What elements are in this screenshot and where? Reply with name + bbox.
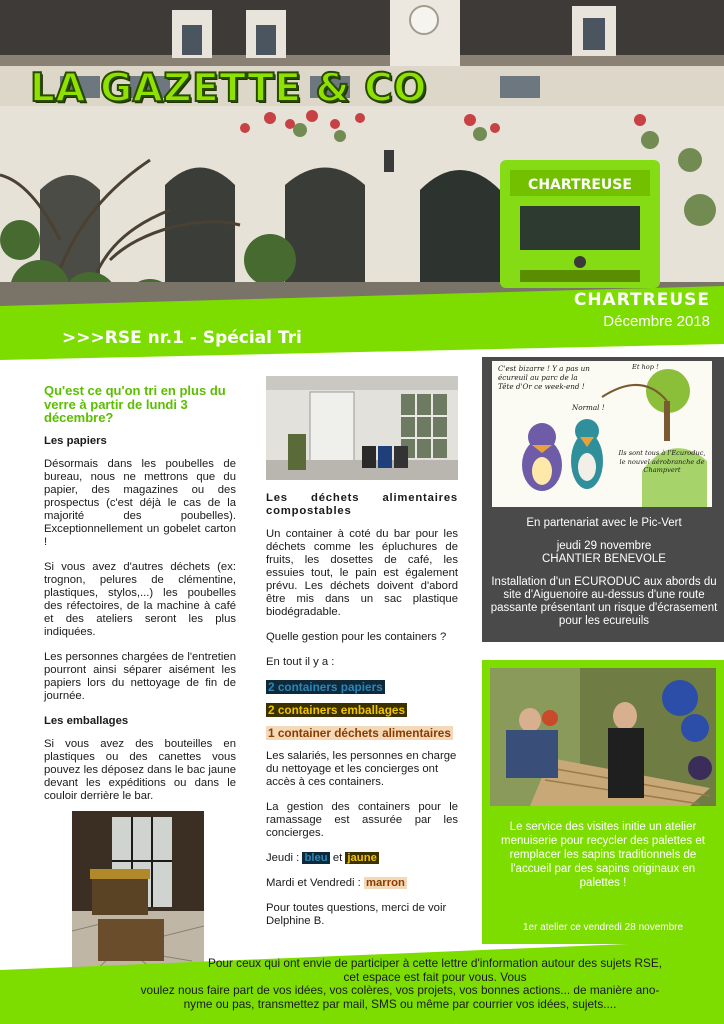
- header-photo: [0, 0, 724, 330]
- tag-container-dechets: 1 container déchets alimentaires: [268, 726, 451, 740]
- paragraph: Quelle gestion pour les containers ?: [266, 631, 447, 643]
- tag-containers-emballages: 2 containers emballages: [268, 703, 406, 717]
- paragraph: Désormais dans les poubelles de bureau, nous ne mettrons que du papier, des magazines ou des prospectus (c'est déjà le cas de la majorité des poubelles). Exceptionnellement un gobelet carton !: [44, 457, 236, 548]
- cartoon-bubble-4: Et hop !: [632, 363, 659, 371]
- cartoon-bubble-2: Normal !: [572, 403, 605, 412]
- photo-containers: [266, 376, 458, 480]
- schedule-jeudi: Jeudi : bleu et jaune: [266, 852, 377, 864]
- partner-box: [482, 357, 724, 642]
- truck-sign: CHARTREUSE: [528, 177, 632, 193]
- section-title-emballages: Les emballages: [44, 714, 129, 727]
- footer-text: Pour ceux qui ont envie de participer à cette lettre d'information autour des sujets RSE, cet espace est fait pour vous. Vous voulez nous faire part de vos idées, vos colères, vos projets, vos bonnes actions... de manière ano-nyme ou pas, transmettez par mail, SMS ou même par courrier vos idées, sujets....: [140, 956, 663, 1011]
- cartoon-bubble-1: C'est bizarre ! Y a pas un écureuil au parc de la Tête d'Or ce week-end !: [498, 364, 590, 391]
- article-tri: [44, 384, 236, 983]
- article-compost: [266, 376, 458, 940]
- workshop-date: 1er atelier ce vendredi 28 novembre: [522, 922, 684, 933]
- workshop-text: Le service des visites initie un atelier menuiserie pour recycler des palettes et remplacer les sapins traditionnels de l'accueil par des sapins originaux en palettes !: [501, 821, 705, 889]
- tag-containers-papiers: 2 containers papiers: [268, 680, 383, 694]
- band-city: CHARTREUSE: [573, 290, 710, 310]
- band-date: Décembre 2018: [603, 313, 710, 330]
- schedule-mardi-vendredi: Mardi et Vendredi : marron: [266, 877, 405, 889]
- paragraph: Pour toutes questions, merci de voir Delphine B.: [266, 902, 447, 927]
- paragraph: En tout il y a :: [266, 656, 335, 668]
- issue-title: >>>RSE nr.1 - Spécial Tri: [62, 328, 302, 348]
- paragraph: Les personnes chargées de l'entretien pourront ainsi séparer aisément les papiers lors du nettoyage de fin de journée.: [44, 650, 236, 702]
- section-title-papiers: Les papiers: [44, 434, 107, 447]
- paragraph: Si vous avez des bouteilles en plastiques ou des canettes vous pouvez les déposez dans le bac jaune devant les expéditions ou dans le couloir derrière le bar.: [44, 737, 236, 802]
- cartoon-drawing: [492, 361, 712, 507]
- photo-workshop: [490, 668, 716, 806]
- paragraph: Si vous avez d'autres déchets (ex: trognon, pelures de clémentine, plastiques, stylos,...) les poubelles des réfectoires, de la machine à café et des ateliers seront les plus indiquées.: [44, 560, 236, 638]
- paragraph: Un container à coté du bar pour les déchets comme les épluchures de fruits, les dosettes de café, les essuies tout, le pain est également prévu. Les déchets doivent d'abord être mis dans un sac plastique biodégradable.: [266, 528, 458, 618]
- masthead-title: LA GAZETTE & CO: [30, 66, 427, 111]
- workshop-box: [482, 660, 724, 944]
- partner-text: En partenariat avec le Pic-Vert jeudi 29 novembre CHANTIER BENEVOLE Installation d'un ECURODUC aux abords du site d'Aiguenoire au-dessus d'une route passante présentant un risque d'écrasement pour les ecureuils: [490, 517, 718, 627]
- building-illustration: [0, 0, 724, 330]
- article-headline: Qu'est ce qu'on tri en plus du verre à partir de lundi 3 décembre?: [44, 383, 226, 425]
- paragraph: Les salariés, les personnes en charge du nettoyage et les concierges ont accès à ces containers.: [266, 750, 457, 788]
- section-title-compost: Les déchets alimentaires compostables: [266, 492, 458, 517]
- cartoon-bubble-3: Ils sont tous à l'Ecuroduc, le nouvel aérobranche de Champvert: [618, 449, 706, 474]
- paragraph: La gestion des containers pour le ramassage est assurée par les concierges.: [266, 801, 458, 839]
